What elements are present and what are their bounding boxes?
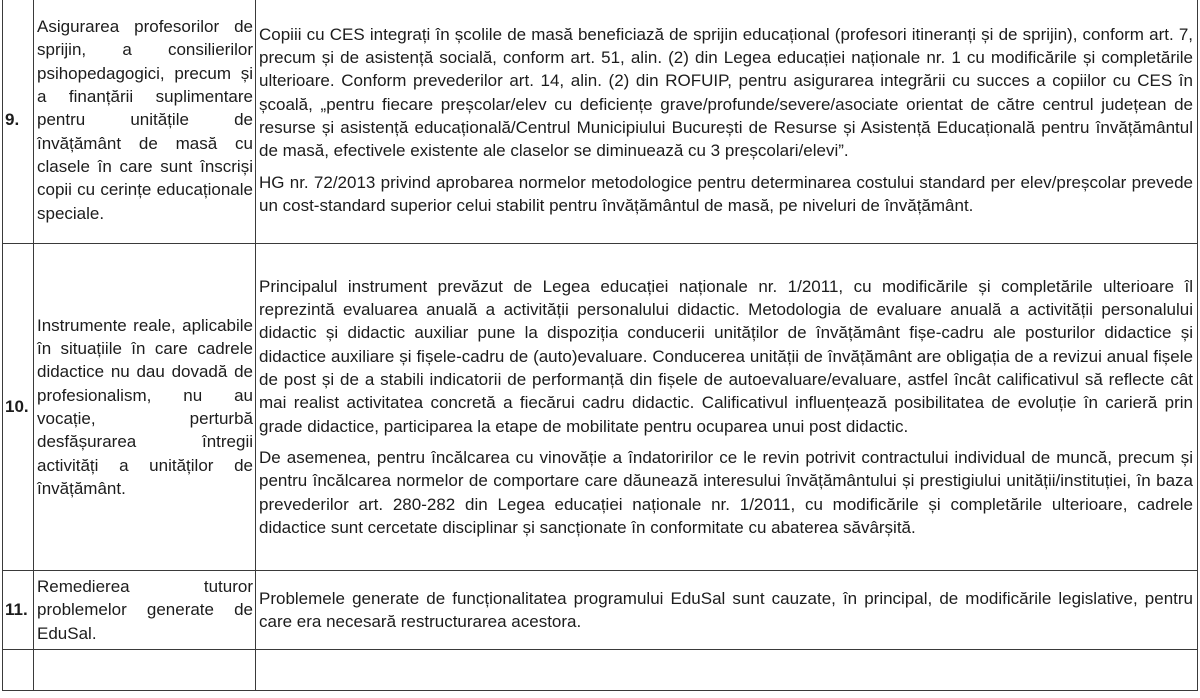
issue-cell-empty	[34, 650, 256, 691]
measures-table	[2, 0, 1198, 691]
response-cell	[256, 0, 1198, 244]
response-cell-empty	[256, 650, 1198, 691]
row-number: 11.	[3, 571, 34, 650]
response-cell	[256, 244, 1198, 571]
response-paragraph: Copiii cu CES integrați în școlile de masă beneficiază de sprijin educațional (profesori itineranți și de sprijin), conform art. 7, precum și de asistență socială, conform art. 51, alin. (2) din Legea educației naționale nr. 1 cu modificările și completările ulterioare. Conform prevederilor art. 14, alin. (2) din ROFUIP, pentru asigurarea integrării cu succes a copiilor cu CES în școală, „pentru fiecare preșcolar/elev cu deficiențe grave/profunde/severe/asociate orientat de către centrul județean de resurse și asistență educațională/Centrul Municipiului București de Resurse și Asistență Educațională pentru învățământul de masă, efectivele existente ale claselor se diminuează cu 3 preșcolari/elevi”.	[259, 24, 1193, 161]
issue-text: Remedierea tuturor problemelor generate de EduSal.	[37, 577, 253, 643]
row-number-empty	[3, 650, 34, 691]
response-cell	[256, 571, 1198, 650]
row-number: 10.	[3, 244, 34, 571]
table-row	[3, 571, 1198, 650]
response-paragraph: Problemele generate de funcționalitatea programului EduSal sunt cauzate, în principal, de modificările legislative, pentru care era necesară restructurarea acestora.	[259, 588, 1193, 631]
response-paragraph: Principalul instrument prevăzut de Legea educației naționale nr. 1/2011, cu modificările și completările ulterioare îl reprezintă evaluarea anuală a activității personalului didactic. Metodologia de evaluare anuală a activității personalului didactic și didactic auxiliar pune la dispoziția conducerii unităților de învățământ fișe-cadru ale posturilor didactice și didactice auxiliare și fișele-cadru de (auto)evaluare. Conducerea unității de învățământ are obligația de a revizui anual fișele de post și de a stabili indicatorii de performanță din fișele de autoevaluare/evaluare, astfel încât calificativul să reflecte cât mai realist activitatea concretă a fiecărui cadru didactic. Calificativul influențează posibilitatea de evoluție în carieră prin grade didactice, participarea la etape de mobilitate pentru ocuparea unui post didactic.	[259, 276, 1193, 436]
response-paragraph: HG nr. 72/2013 privind aprobarea normelor metodologice pentru determinarea costului standard per elev/preșcolar prevede un cost-standard superior celui stabilit pentru învățământul de masă, pe niveluri de învățământ.	[259, 172, 1193, 215]
issue-cell	[34, 0, 256, 244]
issue-text: Asigurarea profesorilor de sprijin, a consilierilor psihopedagogici, precum și a finanțării suplimentare pentru unitățile de învățământ de masă cu clasele în care sunt înscriși copii cu cerințe educaționale speciale.	[37, 17, 253, 223]
issue-text: Instrumente reale, aplicabile în situațiile în care cadrele didactice nu dau dovadă de profesionalism, nu au vocație, perturbă desfășurarea întregii activități a unităților de învățământ.	[37, 315, 253, 498]
table-row	[3, 244, 1198, 571]
table-row	[3, 0, 1198, 244]
issue-cell	[34, 571, 256, 650]
table-row-empty	[3, 650, 1198, 691]
issue-cell	[34, 244, 256, 571]
row-number: 9.	[3, 0, 34, 244]
response-paragraph: De asemenea, pentru încălcarea cu vinovăție a îndatoririlor ce le revin potrivit contractului individual de muncă, precum și pentru încălcarea normelor de comportare care dăunează interesului învățământului și prestigiului unității/instituției, în baza prevederilor art. 280-282 din Legea educației naționale nr. 1/2011, cu modificările și completările ulterioare, cadrele didactice sunt cercetate disciplinar și sancționate în conformitate cu abaterea săvârșită.	[259, 447, 1193, 537]
